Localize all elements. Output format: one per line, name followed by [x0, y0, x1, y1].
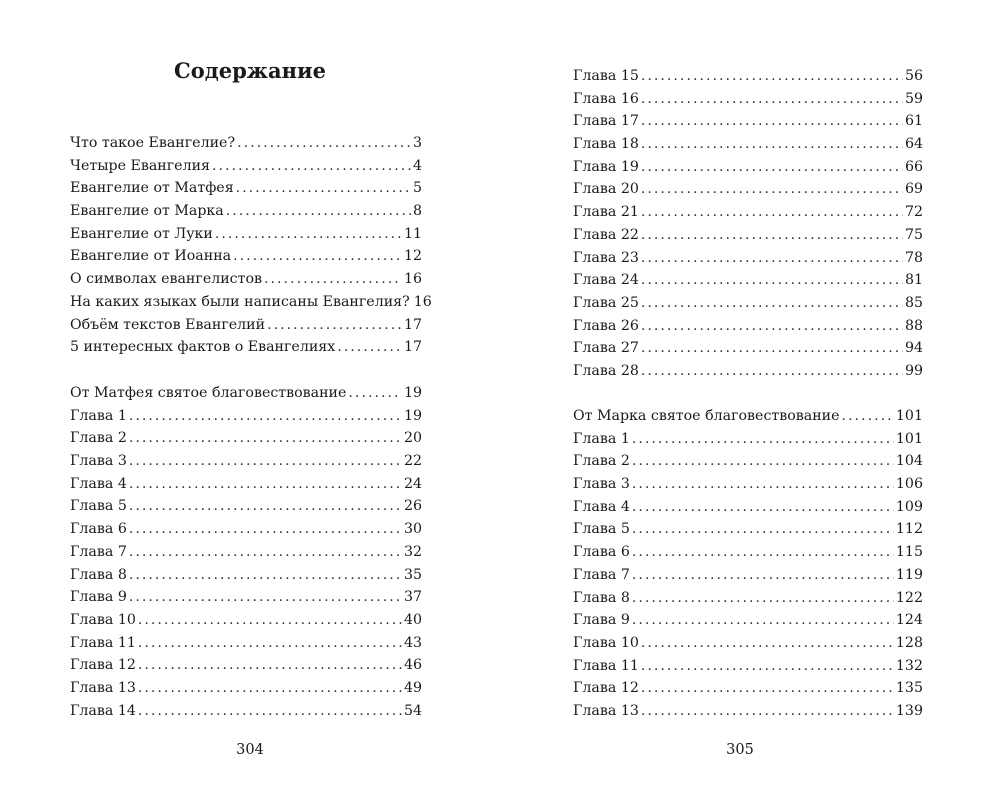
toc-entry-page-number: 46 [403, 657, 422, 674]
toc-entry-page-number: 40 [403, 611, 422, 628]
matthew-continued-toc-list [573, 65, 923, 383]
toc-entry-page-number: 32 [403, 543, 422, 560]
toc-entry-label: Глава 2 [573, 453, 630, 470]
toc-entry-page-number: 119 [895, 566, 923, 583]
toc-entry [70, 200, 422, 223]
toc-entry-label: Глава 11 [70, 634, 136, 651]
dot-leader [641, 247, 903, 270]
toc-entry-page-number: 115 [895, 544, 923, 561]
toc-entry [573, 337, 923, 360]
toc-entry-label: Евангелие от Марка [70, 203, 224, 220]
dot-leader [226, 200, 411, 223]
toc-entry [573, 292, 923, 315]
dot-leader [641, 655, 894, 678]
toc-entry-page-number: 26 [403, 498, 422, 515]
matthew-toc-list [70, 382, 422, 722]
toc-entry [70, 450, 422, 473]
toc-entry-label: Глава 16 [573, 90, 639, 107]
page-number-left: 304 [236, 742, 264, 758]
toc-entry-label: Глава 7 [573, 566, 630, 583]
toc-entry [70, 382, 422, 405]
dot-leader [641, 677, 894, 700]
toc-entry-page-number: 69 [904, 181, 923, 198]
dot-leader [641, 269, 903, 292]
toc-entry-page-number: 112 [895, 521, 923, 538]
toc-entry-page-number: 109 [895, 498, 923, 515]
toc-entry-label: Объём текстов Евангелий [70, 316, 266, 333]
toc-entry [573, 518, 923, 541]
toc-entry [70, 654, 422, 677]
toc-entry-label: Глава 2 [70, 430, 127, 447]
toc-entry-label: Глава 12 [70, 657, 136, 674]
toc-entry [70, 541, 422, 564]
dot-leader [129, 405, 402, 428]
toc-entry-label: Глава 8 [70, 566, 127, 583]
toc-entry-label: Глава 6 [573, 544, 630, 561]
toc-entry [573, 65, 923, 88]
dot-leader [641, 700, 894, 723]
toc-entry-label: Глава 10 [573, 634, 639, 651]
dot-leader [641, 337, 903, 360]
toc-entry [573, 133, 923, 156]
dot-leader [641, 292, 903, 315]
toc-entry-page-number: 66 [904, 158, 923, 175]
dot-leader [264, 268, 402, 291]
toc-entry-page-number: 22 [403, 453, 422, 470]
toc-entry [573, 360, 923, 383]
toc-entry-page-number: 16 [413, 293, 432, 310]
toc-entry-label: Глава 8 [573, 589, 630, 606]
dot-leader [236, 177, 411, 200]
toc-entry-label: Евангелие от Матфея [70, 180, 234, 197]
toc-entry-page-number: 3 [412, 135, 422, 151]
toc-entry [573, 428, 923, 451]
dot-leader [138, 677, 402, 700]
toc-entry-label: Глава 14 [70, 702, 136, 719]
toc-entry-label: Четыре Евангелия [70, 157, 210, 174]
toc-entry [70, 632, 422, 655]
toc-entry-label: Глава 5 [573, 521, 630, 538]
toc-entry-page-number: 17 [403, 316, 422, 333]
dot-leader [138, 654, 402, 677]
toc-entry [70, 155, 422, 178]
toc-entry-page-number: 37 [403, 589, 422, 606]
toc-entry-label: Глава 11 [573, 657, 639, 674]
toc-entry-page-number: 61 [904, 113, 923, 130]
toc-entry [573, 269, 923, 292]
toc-entry-label: Глава 20 [573, 181, 639, 198]
toc-entry-label: Глава 9 [573, 612, 630, 629]
toc-entry-label: Глава 12 [573, 680, 639, 697]
toc-entry-label: Евангелие от Иоанна [70, 248, 232, 265]
toc-entry-page-number: 4 [412, 157, 422, 174]
toc-entry-label: Глава 13 [573, 702, 639, 719]
toc-entry-label: Глава 18 [573, 136, 639, 153]
toc-entry-page-number: 85 [904, 294, 923, 311]
toc-entry-page-number: 54 [403, 702, 422, 719]
dot-leader [129, 518, 402, 541]
intro-toc-list [70, 132, 432, 359]
dot-leader [641, 88, 903, 111]
toc-entry [70, 132, 422, 155]
dot-leader [212, 155, 411, 178]
toc-entry [70, 700, 422, 723]
toc-entry-page-number: 64 [904, 136, 923, 153]
dot-leader [632, 609, 894, 632]
toc-entry [70, 564, 422, 587]
dot-leader [233, 245, 402, 268]
dot-leader [641, 632, 894, 655]
toc-entry-page-number: 59 [904, 90, 923, 107]
toc-entry [70, 223, 422, 246]
toc-entry-label: Глава 3 [70, 453, 127, 470]
toc-entry [573, 405, 923, 428]
dot-leader [641, 133, 903, 156]
dot-leader [632, 428, 894, 451]
toc-entry-page-number: 99 [904, 362, 923, 379]
toc-entry [70, 495, 422, 518]
toc-entry-label: Глава 21 [573, 204, 639, 221]
toc-entry-page-number: 124 [895, 612, 923, 629]
dot-leader [632, 587, 894, 610]
toc-entry-page-number: 49 [403, 679, 422, 696]
toc-entry-label: Евангелие от Луки [70, 225, 213, 242]
dot-leader [641, 315, 903, 338]
toc-entry [70, 245, 422, 268]
dot-leader [632, 541, 894, 564]
dot-leader [641, 224, 903, 247]
toc-entry [573, 178, 923, 201]
toc-entry-page-number: 5 [412, 180, 422, 197]
toc-entry-page-number: 19 [403, 385, 422, 401]
toc-entry [573, 315, 923, 338]
toc-entry-label: Глава 27 [573, 340, 639, 357]
toc-entry-page-number: 101 [895, 430, 923, 447]
toc-entry-label: Глава 4 [70, 475, 127, 492]
toc-entry-page-number: 16 [403, 271, 422, 288]
toc-entry [573, 564, 923, 587]
toc-entry [573, 224, 923, 247]
toc-entry [70, 177, 422, 200]
mark-toc-list [573, 405, 923, 723]
toc-entry-page-number: 81 [904, 272, 923, 289]
toc-entry-label: Глава 3 [573, 476, 630, 493]
toc-entry-label: Глава 28 [573, 362, 639, 379]
toc-entry [573, 655, 923, 678]
toc-entry [70, 291, 432, 314]
toc-entry [573, 88, 923, 111]
toc-entry-label: На каких языках были написаны Евангелия? [70, 293, 410, 310]
toc-entry-page-number: 56 [904, 68, 923, 84]
dot-leader [632, 450, 894, 473]
dot-leader [641, 110, 903, 133]
toc-entry [573, 700, 923, 723]
dot-leader [632, 564, 894, 587]
toc-entry-label: Глава 22 [573, 226, 639, 243]
toc-entry [70, 677, 422, 700]
dot-leader [632, 496, 894, 519]
dot-leader [337, 336, 402, 359]
toc-entry-label: Глава 19 [573, 158, 639, 175]
toc-entry-page-number: 43 [403, 634, 422, 651]
toc-entry-page-number: 20 [403, 430, 422, 447]
toc-entry-page-number: 24 [403, 475, 422, 492]
right-page [500, 0, 1000, 801]
dot-leader [842, 405, 894, 428]
toc-entry [70, 405, 422, 428]
toc-entry-label: О символах евангелистов [70, 271, 263, 288]
dot-leader [129, 473, 402, 496]
toc-entry-label: От Марка святое благовествование [573, 408, 840, 424]
dot-leader [641, 178, 903, 201]
toc-entry [573, 609, 923, 632]
dot-leader [129, 541, 402, 564]
toc-entry-label: 5 интересных фактов о Евангелиях [70, 339, 336, 356]
dot-leader [641, 65, 903, 88]
toc-entry [573, 110, 923, 133]
toc-entry-page-number: 128 [895, 634, 923, 651]
dot-leader [632, 473, 894, 496]
dot-leader [641, 201, 903, 224]
toc-entry-label: Глава 13 [70, 679, 136, 696]
dot-leader [348, 382, 402, 405]
dot-leader [215, 223, 402, 246]
toc-entry-label: Глава 6 [70, 521, 127, 538]
toc-entry-page-number: 135 [895, 680, 923, 697]
toc-entry-page-number: 122 [895, 589, 923, 606]
toc-entry-page-number: 17 [403, 339, 422, 356]
toc-entry [70, 518, 422, 541]
toc-entry-label: Глава 10 [70, 611, 136, 628]
toc-entry [573, 201, 923, 224]
toc-entry-page-number: 19 [403, 407, 422, 424]
toc-entry [573, 496, 923, 519]
toc-entry-page-number: 132 [895, 657, 923, 674]
toc-entry-page-number: 35 [403, 566, 422, 583]
dot-leader [129, 564, 402, 587]
dot-leader [641, 360, 903, 383]
toc-entry [573, 450, 923, 473]
toc-entry [70, 268, 422, 291]
toc-entry-page-number: 11 [403, 225, 422, 242]
toc-entry-page-number: 101 [895, 408, 923, 424]
toc-entry-label: Глава 9 [70, 589, 127, 606]
toc-entry-page-number: 139 [895, 702, 923, 719]
dot-leader [641, 156, 903, 179]
toc-entry-label: Глава 1 [573, 430, 630, 447]
toc-entry-label: Глава 24 [573, 272, 639, 289]
toc-entry [573, 587, 923, 610]
toc-entry [70, 314, 422, 337]
toc-entry-page-number: 30 [403, 521, 422, 538]
toc-entry-label: Глава 1 [70, 407, 127, 424]
toc-entry-page-number: 75 [904, 226, 923, 243]
toc-entry [573, 247, 923, 270]
toc-entry-label: От Матфея святое благовествование [70, 385, 347, 401]
toc-entry [70, 586, 422, 609]
toc-entry-page-number: 12 [403, 248, 422, 265]
toc-entry-page-number: 106 [895, 476, 923, 493]
dot-leader [267, 314, 402, 337]
toc-entry [573, 473, 923, 496]
toc-entry-page-number: 78 [904, 249, 923, 266]
toc-entry [573, 156, 923, 179]
dot-leader [129, 495, 402, 518]
dot-leader [138, 609, 402, 632]
toc-entry-label: Глава 26 [573, 317, 639, 334]
toc-entry-label: Глава 15 [573, 68, 639, 84]
dot-leader [138, 700, 402, 723]
dot-leader [138, 632, 402, 655]
toc-entry-label: Глава 5 [70, 498, 127, 515]
dot-leader [129, 450, 402, 473]
toc-entry-page-number: 104 [895, 453, 923, 470]
toc-entry-page-number: 8 [412, 203, 422, 220]
toc-entry [70, 609, 422, 632]
dot-leader [129, 586, 402, 609]
toc-entry-label: Глава 17 [573, 113, 639, 130]
toc-entry-label: Глава 25 [573, 294, 639, 311]
toc-entry-label: Глава 7 [70, 543, 127, 560]
toc-entry-page-number: 88 [904, 317, 923, 334]
dot-leader [237, 132, 411, 155]
contents-title: Содержание [174, 58, 326, 83]
page-number-right: 305 [726, 742, 754, 758]
dot-leader [129, 427, 402, 450]
toc-entry [70, 473, 422, 496]
toc-entry [573, 541, 923, 564]
dot-leader [632, 518, 894, 541]
toc-entry-page-number: 72 [904, 204, 923, 221]
toc-entry [573, 632, 923, 655]
toc-entry [573, 677, 923, 700]
toc-entry-page-number: 94 [904, 340, 923, 357]
toc-entry-label: Глава 23 [573, 249, 639, 266]
toc-entry-label: Глава 4 [573, 498, 630, 515]
toc-entry-label: Что такое Евангелие? [70, 135, 236, 151]
toc-entry [70, 427, 422, 450]
toc-entry [70, 336, 422, 359]
